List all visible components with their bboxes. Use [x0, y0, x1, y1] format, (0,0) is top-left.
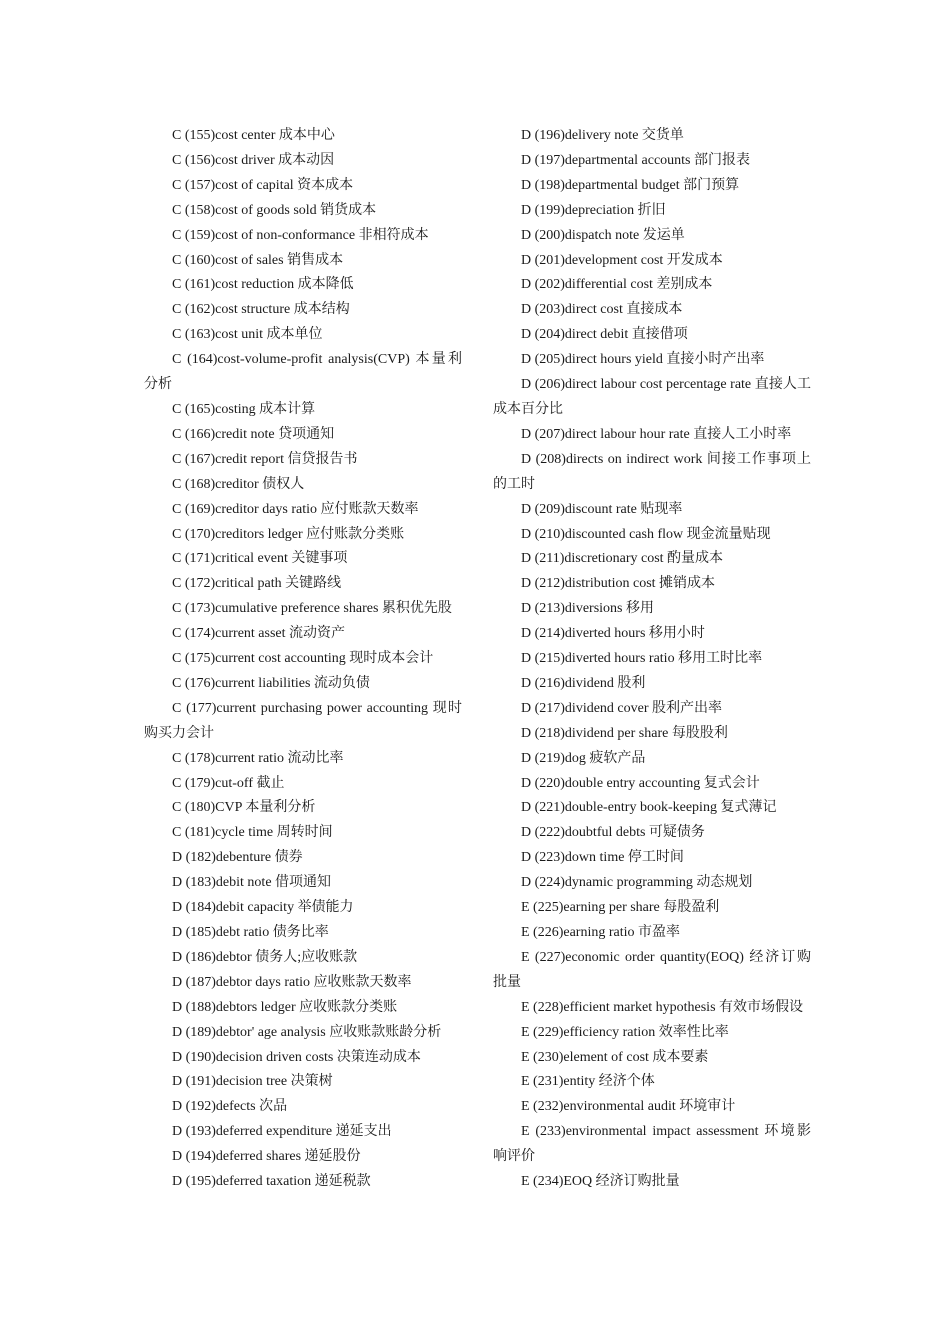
glossary-entry: D (213)diversions 移用 — [521, 601, 654, 617]
glossary-entry: C (176)current liabilities 流动负债 — [172, 675, 370, 691]
glossary-entry: C (169)creditor days ratio 应付账款天数率 — [172, 501, 419, 517]
glossary-entry: D (219)dog 疲软产品 — [521, 750, 646, 766]
glossary-entry: D (220)double entry accounting 复式会计 — [521, 775, 760, 791]
glossary-entry: D (186)debtor 债务人;应收账款 — [172, 949, 358, 965]
glossary-entry: C (166)credit note 贷项通知 — [172, 426, 335, 442]
glossary-entry: C (175)current cost accounting 现时成本会计 — [172, 651, 434, 667]
glossary-entry: C (170)creditors ledger 应付账款分类账 — [172, 526, 405, 542]
glossary-entry: C (173)cumulative preference shares 累积优先股 — [172, 601, 452, 617]
glossary-entry: C (168)creditor 债权人 — [172, 476, 305, 492]
glossary-entry: D (204)direct debit 直接借项 — [521, 327, 688, 343]
glossary-entry: D (192)defects 次品 — [172, 1099, 288, 1115]
glossary-entry: D (221)double-entry book-keeping 复式薄记 — [521, 800, 777, 816]
glossary-entry: C (160)cost of sales 销售成本 — [172, 252, 344, 268]
glossary-entry: D (201)development cost 开发成本 — [521, 252, 723, 268]
glossary-entry: D (216)dividend 股利 — [521, 675, 646, 691]
glossary-entry: C (156)cost driver 成本动因 — [172, 152, 335, 168]
glossary-entry: D (183)debit note 借项通知 — [172, 875, 332, 891]
glossary-entry: C (179)cut-off 截止 — [172, 775, 285, 791]
glossary-entry: D (199)depreciation 折旧 — [521, 202, 666, 218]
glossary-entry: D (198)departmental budget 部门预算 — [521, 177, 740, 193]
glossary-entry: D (193)deferred expenditure 递延支出 — [172, 1124, 392, 1140]
glossary-entry: D (184)debit capacity 举债能力 — [172, 900, 354, 916]
glossary-entry: C (163)cost unit 成本单位 — [172, 327, 323, 343]
glossary-entry: E (233)environmental impact assessment 环境影响评价 — [493, 1124, 811, 1165]
glossary-column-left — [144, 124, 462, 1195]
glossary-entry: E (227)economic order quantity(EOQ) 经济订购批量 — [493, 949, 811, 990]
glossary-entry: D (185)debt ratio 债务比率 — [172, 925, 329, 940]
glossary-column-right — [493, 124, 811, 1195]
glossary-entry: D (203)direct cost 直接成本 — [521, 302, 683, 318]
glossary-entry: D (202)differential cost 差别成本 — [521, 277, 713, 293]
glossary-entry: C (157)cost of capital 资本成本 — [172, 177, 354, 193]
glossary-entry: C (177)current purchasing power accounting 现时购买力会计 — [144, 700, 462, 741]
glossary-entry: E (225)earning per share 每股盈利 — [521, 900, 720, 916]
glossary-entry: C (171)critical event 关键事项 — [172, 551, 348, 567]
glossary-entry: C (161)cost reduction 成本降低 — [172, 277, 354, 293]
glossary-entry: E (230)element of cost 成本要素 — [521, 1049, 709, 1065]
glossary-entry: E (226)earning ratio 市盈率 — [521, 925, 681, 940]
glossary-entry: E (234)EOQ 经济订购批量 — [521, 1174, 680, 1190]
glossary-entry: C (167)credit report 信贷报告书 — [172, 451, 358, 467]
glossary-entry: D (214)diverted hours 移用小时 — [521, 626, 705, 642]
glossary-entry: D (211)discretionary cost 酌量成本 — [521, 551, 724, 567]
glossary-entry: D (217)dividend cover 股利产出率 — [521, 700, 723, 716]
glossary-entry: C (178)current ratio 流动比率 — [172, 750, 344, 766]
glossary-entry: D (196)delivery note 交货单 — [521, 128, 684, 143]
glossary-entry: D (206)direct labour cost percentage rate 直接人工成本百分比 — [493, 377, 811, 417]
glossary-entry: D (191)decision tree 决策树 — [172, 1074, 333, 1090]
glossary-entry: D (208)directs on indirect work 间接工作事项上的工时 — [493, 451, 811, 492]
glossary-entry: D (212)distribution cost 摊销成本 — [521, 576, 716, 592]
glossary-entry: E (228)efficient market hypothesis 有效市场假设 — [521, 999, 804, 1015]
glossary-entry: C (180)CVP 本量利分析 — [172, 800, 316, 816]
glossary-entry: D (189)debtor' age analysis 应收账款账龄分析 — [172, 1024, 442, 1040]
glossary-entry: D (188)debtors ledger 应收账款分类账 — [172, 999, 398, 1015]
glossary-entry: D (218)dividend per share 每股股利 — [521, 725, 728, 741]
glossary-entry: D (224)dynamic programming 动态规划 — [521, 875, 753, 891]
glossary-entry: C (159)cost of non-conformance 非相符成本 — [172, 227, 429, 243]
glossary-entry: D (215)diverted hours ratio 移用工时比率 — [521, 651, 763, 667]
glossary-entry: D (197)departmental accounts 部门报表 — [521, 152, 750, 168]
glossary-entry: D (209)discount rate 贴现率 — [521, 501, 683, 517]
glossary-entry: C (165)costing 成本计算 — [172, 401, 316, 417]
glossary-entry: C (164)cost-volume-profit analysis(CVP) 本量利分析 — [144, 352, 462, 393]
glossary-entry: D (187)debtor days ratio 应收账款天数率 — [172, 974, 412, 990]
glossary-entry: C (174)current asset 流动资产 — [172, 626, 346, 642]
glossary-entry: D (223)down time 停工时间 — [521, 850, 684, 866]
glossary-entry: C (155)cost center 成本中心 — [172, 128, 335, 143]
glossary-entry: D (190)decision driven costs 决策连动成本 — [172, 1049, 421, 1065]
glossary-entry: C (172)critical path 关键路线 — [172, 576, 342, 592]
glossary-entry: C (158)cost of goods sold 销货成本 — [172, 202, 377, 218]
glossary-entry: D (210)discounted cash flow 现金流量贴现 — [521, 526, 771, 542]
glossary-entry: D (207)direct labour hour rate 直接人工小时率 — [521, 426, 792, 442]
glossary-entry: E (232)environmental audit 环境审计 — [521, 1099, 736, 1115]
glossary-entry: D (222)doubtful debts 可疑债务 — [521, 825, 705, 841]
glossary-entry: C (162)cost structure 成本结构 — [172, 302, 350, 318]
glossary-entry: D (182)debenture 债券 — [172, 850, 303, 866]
glossary-entry: E (231)entity 经济个体 — [521, 1074, 655, 1090]
glossary-entry: C (181)cycle time 周转时间 — [172, 825, 333, 841]
glossary-entry: D (200)dispatch note 发运单 — [521, 227, 685, 243]
glossary-entry: E (229)efficiency ration 效率性比率 — [521, 1024, 729, 1040]
glossary-entry: D (205)direct hours yield 直接小时产出率 — [521, 352, 765, 368]
glossary-entry: D (194)deferred shares 递延股份 — [172, 1149, 361, 1165]
glossary-entry: D (195)deferred taxation 递延税款 — [172, 1174, 371, 1190]
